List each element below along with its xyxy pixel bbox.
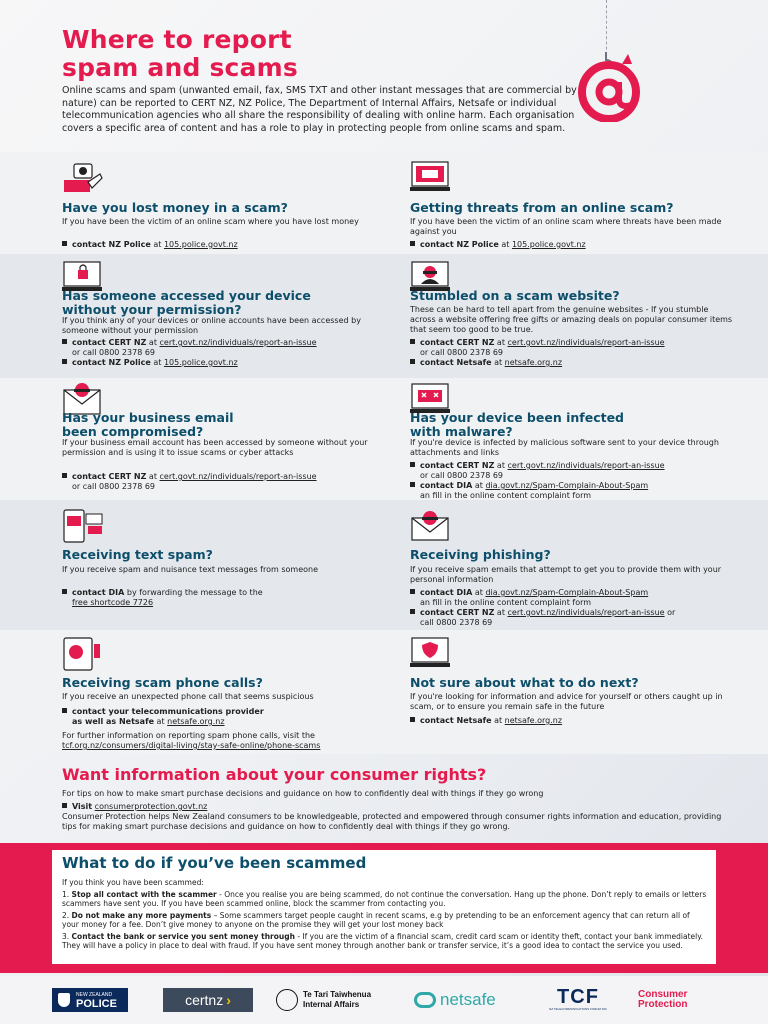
- contact-org: contact CERT NZ: [420, 461, 495, 470]
- money-hand-icon: [62, 160, 106, 196]
- card-phishing: [410, 508, 740, 626]
- card-title: Not sure about what to do next?: [410, 675, 639, 690]
- step-heading: Do not make any more payments: [71, 911, 212, 920]
- bullet: [410, 609, 415, 614]
- contact-at: at: [494, 608, 508, 617]
- contact-line: [410, 481, 740, 501]
- nz-police-logo: [52, 988, 128, 1012]
- contact-phone: or call 0800 2378 69: [420, 348, 503, 357]
- tcf-text: TCF: [557, 986, 599, 1008]
- card-title-line-2: been compromised?: [62, 423, 204, 439]
- phone-sms-icon: [62, 508, 106, 544]
- contact-phone: call 0800 2378 69: [420, 618, 493, 627]
- card-title-line-1: Has someone accessed your device: [62, 288, 311, 303]
- card-text-spam: [62, 508, 392, 626]
- shortcode-link[interactable]: free shortcode 7726: [72, 598, 154, 607]
- police-link[interactable]: 105.police.govt.nz: [511, 240, 586, 249]
- card-title: Receiving text spam?: [62, 547, 213, 562]
- coat-of-arms-icon: [276, 989, 298, 1011]
- card-description: These can be hard to tell apart from the genuine websites - If you stumble across a website offering free gifts or amazing deals on popular consumer items that seem too good to be true.: [410, 305, 733, 334]
- bullet: [62, 708, 67, 713]
- card-title-line-2: without your permission?: [62, 301, 242, 317]
- card-description: If you receive an unexpected phone call that seems suspicious: [62, 692, 314, 701]
- contact-at: at: [146, 338, 160, 347]
- bullet: [410, 241, 415, 246]
- step-heading: Contact the bank or service you sent money through: [71, 932, 295, 941]
- laptop-threat-icon: [410, 160, 454, 196]
- page-title: [62, 26, 298, 82]
- card-description: If your business email account has been accessed by someone without your permission and is using it to issue scams or cyber attacks: [62, 438, 368, 457]
- laptop-shield-icon: [410, 636, 454, 672]
- bullet: [62, 589, 67, 594]
- more-info: [62, 731, 392, 751]
- card-description: If you receive spam and nuisance text messages from someone: [62, 565, 319, 574]
- card-malware: [410, 382, 740, 498]
- bullet: [410, 339, 415, 344]
- netsafe-mark-icon: [414, 992, 436, 1008]
- step-text: - Once you realise you are being scammed, do not continue the conversation. Hang up the phone. Don’t reply to emails or letters scammers have sent you. If you have been scammed online, block the scammer from contacting you.: [62, 890, 707, 908]
- step-number: 1.: [62, 890, 70, 899]
- contact-org: contact Netsafe: [420, 358, 492, 367]
- tcf-logo: [548, 988, 608, 1012]
- title-line-1: Where to report: [62, 25, 292, 54]
- card-title-line-2: with malware?: [410, 423, 513, 439]
- step-number: 3.: [62, 932, 70, 941]
- logo-bar: [0, 976, 768, 1024]
- contact-org: contact DIA: [420, 588, 473, 597]
- dia-link[interactable]: dia.govt.nz/Spam-Complain-About-Spam: [485, 481, 649, 490]
- consumer-rights-body: Consumer Protection helps New Zealand consumers to be knowledgeable, protected and empowered through consumer rights information and education, providing tips for making smart purchase decisions and guidance on how to confidently deal with things if they go wrong.: [62, 812, 722, 831]
- contact-line: [410, 338, 740, 358]
- scammed-intro: If you think you have been scammed:: [62, 878, 204, 887]
- card-description: If you're device is infected by malicious software sent to your device through attachments and links: [410, 438, 719, 457]
- card-accessed: [62, 260, 392, 376]
- netsafe-logo: [414, 988, 514, 1012]
- contact-or: or: [664, 608, 676, 617]
- scammed-title: What to do if you’ve been scammed: [62, 854, 367, 872]
- cert-link[interactable]: cert.govt.nz/individuals/report-an-issue: [507, 338, 665, 347]
- contact-line: [410, 608, 740, 628]
- card-threats: [410, 160, 740, 252]
- bullet: [410, 359, 415, 364]
- consumer-rights-intro: For tips on how to make smart purchase decisions and guidance on how to confidently deal with things if they go wrong: [62, 789, 544, 798]
- police-link[interactable]: 105.police.govt.nz: [163, 358, 238, 367]
- certnz-arrow-icon: ›: [226, 992, 231, 1008]
- contact-at: at: [472, 588, 486, 597]
- bullet: [410, 462, 415, 467]
- intro-paragraph: Online scams and spam (unwanted email, fax, SMS TXT and other instant messages that are commercial by nature) can be reported to CERT NZ, NZ Police, The Department of Internal Affairs, Netsafe or individual telecommunication agencies who all share the responsibility of dealing with online harm. Each organisation covers a specific area of content and has a role to play in protecting people from online scams and spam.: [62, 85, 577, 134]
- bullet: [62, 241, 67, 246]
- card-not-sure: [410, 636, 740, 752]
- contact-at: at: [146, 472, 160, 481]
- contact-at: at: [154, 717, 168, 726]
- scammed-step-2: [62, 911, 707, 929]
- bullet: [62, 473, 67, 478]
- contact-at: at: [472, 481, 486, 490]
- card-title: Receiving scam phone calls?: [62, 675, 263, 690]
- contact-at: at: [498, 240, 512, 249]
- consumer-protection-logo: [638, 988, 718, 1012]
- dia-link[interactable]: dia.govt.nz/Spam-Complain-About-Spam: [485, 588, 649, 597]
- police-badge-icon: [58, 993, 70, 1007]
- contact-org: contact CERT NZ: [420, 608, 495, 617]
- card-title-line-1: Has your business email: [62, 410, 234, 425]
- contact-org: contact your telecommunications provider: [72, 707, 264, 716]
- contact-org: contact DIA: [72, 588, 125, 597]
- card-title: Stumbled on a scam website?: [410, 288, 620, 303]
- bullet: [62, 339, 67, 344]
- scammed-panel: [52, 850, 716, 964]
- contact-at: at: [150, 358, 164, 367]
- bullet: [410, 717, 415, 722]
- contact-org: contact CERT NZ: [72, 338, 147, 347]
- consumer-rights-visit: [62, 802, 722, 812]
- contact-org: contact Netsafe: [420, 716, 492, 725]
- contact-line: [410, 461, 740, 481]
- contact-text: by forwarding the message to the: [124, 588, 263, 597]
- contact-at: at: [494, 338, 508, 347]
- card-title: [62, 411, 392, 438]
- contact-line: [62, 240, 392, 250]
- card-business-email: [62, 382, 392, 498]
- contact-line: [62, 707, 392, 727]
- netsafe-link[interactable]: netsafe.org.nz: [504, 358, 563, 367]
- contact-phone: or call 0800 2378 69: [72, 482, 155, 491]
- cert-link[interactable]: cert.govt.nz/individuals/report-an-issue: [159, 338, 317, 347]
- scammed-step-1: [62, 890, 707, 908]
- card-description: If you're looking for information and advice for yourself or others caught up in scam, or to ensure you remain safe in the future: [410, 692, 723, 711]
- contact-org: contact NZ Police: [420, 240, 499, 249]
- cert-link[interactable]: cert.govt.nz/individuals/report-an-issue: [507, 608, 665, 617]
- card-description: If you have been the victim of an online scam where threats have been made against you: [410, 217, 722, 236]
- email-phishing-icon: [410, 508, 454, 544]
- contact-note: an fill in the online content complaint form: [420, 491, 592, 500]
- bullet: [410, 589, 415, 594]
- contact-org: contact CERT NZ: [72, 472, 147, 481]
- contact-org: contact DIA: [420, 481, 473, 490]
- contact-at: at: [491, 716, 505, 725]
- bullet: [62, 803, 67, 808]
- contact-org: contact NZ Police: [72, 240, 151, 249]
- card-description: If you think any of your devices or online accounts have been accessed by someone without your permission: [62, 316, 361, 335]
- step-number: 2.: [62, 911, 70, 920]
- contact-at: at: [491, 358, 505, 367]
- dia-logo: [276, 988, 406, 1012]
- contact-org-2: as well as Netsafe: [72, 717, 154, 726]
- step-text: - If you are the victim of a financial scam, credit card scam or identity theft, contact your bank immediately. They will have a policy in place to deal with fraud. If you have sent money through another bank or transfer service, it’s a good idea to contact the service you used.: [62, 932, 703, 950]
- phone-call-icon: [62, 636, 106, 672]
- card-title: [410, 411, 740, 438]
- scammed-step-3: [62, 932, 707, 950]
- tcf-small-text: NZ TELECOMMUNICATIONS FORUM INC: [549, 1007, 607, 1011]
- netsafe-link[interactable]: netsafe.org.nz: [504, 716, 563, 725]
- police-text: POLICE: [76, 998, 117, 1010]
- more-info-text: For further information on reporting spam phone calls, visit the: [62, 731, 315, 740]
- police-small-text: NEW ZEALAND: [76, 992, 113, 998]
- certnz-logo: [163, 988, 253, 1012]
- cp-line-1: Consumer: [638, 989, 688, 1000]
- contact-line: [62, 338, 392, 358]
- cert-link[interactable]: cert.govt.nz/individuals/report-an-issue: [159, 472, 317, 481]
- contact-note: an fill in the online content complaint form: [420, 598, 592, 607]
- cp-line-2: Protection: [638, 999, 688, 1010]
- card-title: Receiving phishing?: [410, 547, 551, 562]
- card-phone-calls: [62, 636, 392, 752]
- cert-link[interactable]: cert.govt.nz/individuals/report-an-issue: [507, 461, 665, 470]
- title-line-2: spam and scams: [62, 53, 298, 82]
- contact-at: at: [494, 461, 508, 470]
- contact-line: [410, 716, 740, 726]
- contact-line: [62, 358, 392, 368]
- contact-line: [410, 240, 740, 250]
- card-title: Have you lost money in a scam?: [62, 200, 288, 215]
- netsafe-link[interactable]: netsafe.org.nz: [167, 717, 225, 726]
- consumer-rights-title: Want information about your consumer rights?: [62, 765, 487, 784]
- step-text: – Some scammers target people caught in recent scams, e.g by pretending to be an enforcement agency that can return all of your money for a fee. Don’t give money to anyone on the promise they will get your lost money back: [62, 911, 690, 929]
- contact-phone: or call 0800 2378 69: [72, 348, 155, 357]
- police-link[interactable]: 105.police.govt.nz: [163, 240, 238, 249]
- fishing-line: [606, 0, 608, 60]
- visit-label: Visit: [72, 802, 93, 811]
- contact-org: contact NZ Police: [72, 358, 151, 367]
- card-description: If you have been the victim of an online scam where you have lost money: [62, 217, 359, 226]
- contact-org: contact CERT NZ: [420, 338, 495, 347]
- contact-line: [62, 472, 392, 492]
- fishing-hook-at-icon: [574, 52, 644, 122]
- contact-phone: or call 0800 2378 69: [420, 471, 503, 480]
- contact-line: [410, 358, 740, 368]
- contact-line: [62, 588, 392, 608]
- contact-line: [410, 588, 740, 608]
- card-description: If you receive spam emails that attempt to get you to provide them with your personal information: [410, 565, 722, 584]
- card-title: [62, 289, 392, 316]
- consumer-protection-link[interactable]: consumerprotection.govt.nz: [94, 802, 208, 811]
- bullet: [410, 482, 415, 487]
- contact-at: at: [150, 240, 164, 249]
- tcf-link[interactable]: tcf.org.nz/consumers/digital-living/stay-safe-online/phone-scams: [62, 741, 321, 750]
- bullet: [62, 359, 67, 364]
- certnz-text: certnz: [185, 992, 224, 1008]
- card-scam-website: [410, 260, 740, 376]
- card-lost-money: [62, 160, 392, 252]
- card-title: Getting threats from an online scam?: [410, 200, 674, 215]
- card-title-line-1: Has your device been infected: [410, 410, 625, 425]
- step-heading: Stop all contact with the scammer: [71, 890, 217, 899]
- dia-line-1: Te Tari Taiwhenua: [303, 990, 372, 999]
- dia-line-2: Internal Affairs: [303, 1000, 360, 1009]
- netsafe-text: netsafe: [440, 990, 496, 1009]
